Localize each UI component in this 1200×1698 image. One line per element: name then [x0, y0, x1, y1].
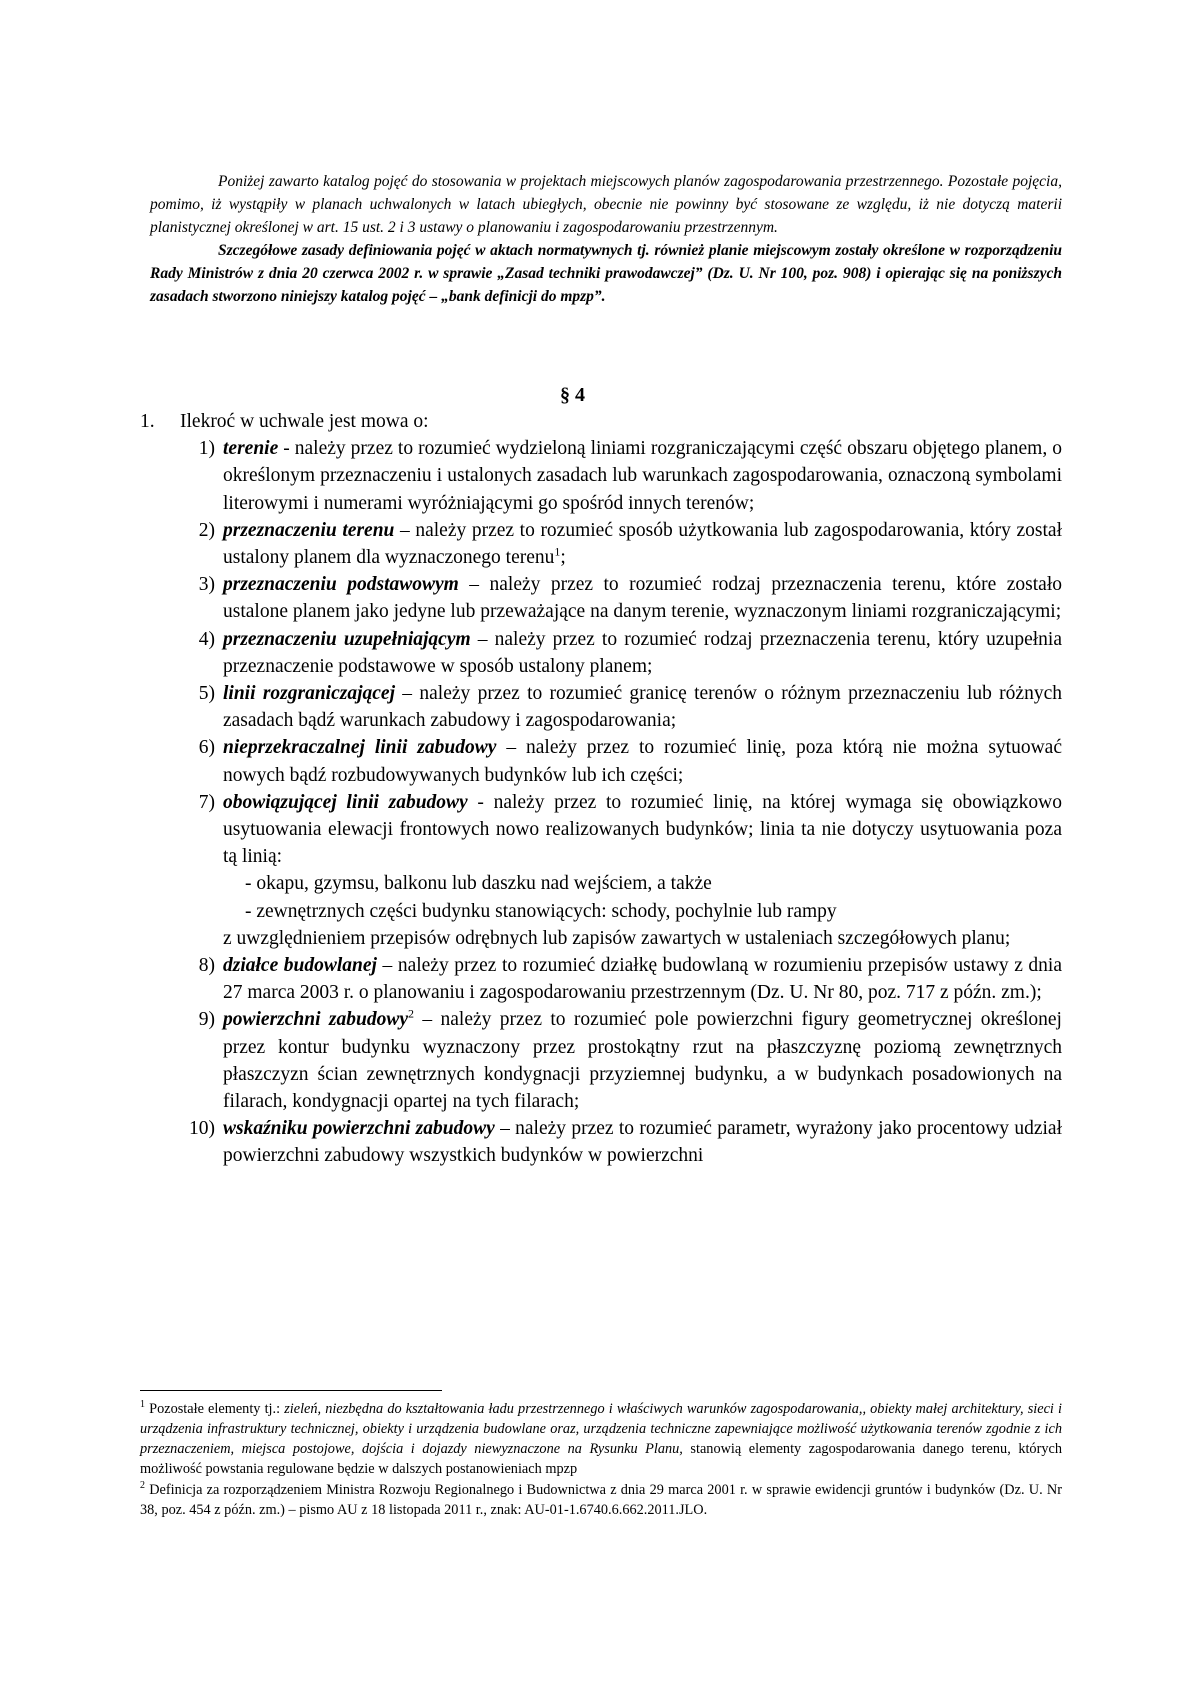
- definition-text: [223, 1115, 1062, 1169]
- footnote-reference: 1: [554, 544, 561, 559]
- definition-number: 1): [198, 438, 215, 460]
- definition-number: 6): [198, 737, 215, 759]
- definition-subitem: - zewnętrznych części budynku stanowiących: schody, pochylnie lub rampy: [245, 900, 837, 922]
- definition-item: [180, 517, 1062, 571]
- definition-body-text: – należy przez to rozumieć sposób użytkowania lub zagospodarowania, który został ustalony planem dla wyznaczonego terenu: [223, 519, 1062, 569]
- definition-item: [180, 952, 1062, 1006]
- definition-body-text: – należy przez to rozumieć rodzaj przeznaczenia terenu, które zostało ustalone planem jako jedyne lub przeważające na danym terenie, wyznaczonym liniami rozgraniczającymi;: [223, 574, 1062, 623]
- definition-body-text: - należy przez to rozumieć linię, na której wymaga się obowiązkowo usytuowania elewacji frontowych nowo realizowanych budynków; linia ta nie dotyczy usytuowania poza tą linią:: [223, 791, 1062, 868]
- intro-paragraph-2: Szczegółowe zasady definiowania pojęć w aktach normatywnych tj. również planie miejscowym zostały określone w rozporządzeniu Rady Ministrów z dnia 20 czerwca 2002 r. w sprawie „Zasad techniki prawodawczej” (Dz. U. Nr 100, poz. 908) i opierając się na poniższych zasadach stworzono niniejszy katalog pojęć – „bank definicji do mpzp”.: [150, 242, 1062, 305]
- definition-item: [180, 435, 1062, 517]
- footnote-mark: 1: [140, 1399, 145, 1411]
- definition-term: nieprzekraczalnej linii zabudowy: [223, 737, 497, 759]
- definition-text: [223, 626, 1062, 680]
- definition-text: [223, 789, 1062, 952]
- main-item-number: 1.: [140, 411, 155, 432]
- definition-body-text: - należy przez to rozumieć wydzieloną liniami rozgraniczającymi część obszaru objętego planem, o określonym przeznaczeniu i ustalonych zasadach lub warunkach zagospodarowania, oznaczoną symbolami literowymi i numerami wyróżniającymi go spośród innych terenów;: [223, 438, 1062, 514]
- definition-number: 10): [189, 1118, 215, 1140]
- definition-text: [223, 1006, 1062, 1115]
- footnote-reference: 2: [408, 1006, 414, 1021]
- definition-term: przeznaczeniu terenu: [223, 519, 395, 541]
- definition-term: terenie: [223, 438, 279, 460]
- definition-text: [223, 680, 1062, 734]
- definition-term: linii rozgraniczającej: [223, 683, 395, 705]
- definition-item: [180, 626, 1062, 680]
- main-item: [140, 408, 1062, 435]
- definition-text: [223, 435, 1062, 517]
- definition-number: 9): [198, 1009, 215, 1031]
- definition-continuation: z uwzględnieniem przepisów odrębnych lub zapisów zawartych w ustaleniach szczegółowych planu;: [223, 927, 1011, 949]
- footnote-lead: Definicja za rozporządzeniem Ministra Rozwoju Regionalnego i Budownictwa z dnia 29 marca 2001 r. w sprawie ewidencji gruntów i budynków (Dz. U. Nr 38, poz. 454 z późn. zm.) – pismo AU z 18 listopada 2011 r., znak: AU-01-1.6740.6.662.2011.JLO.: [140, 1482, 1062, 1518]
- intro-paragraph-1: Poniżej zawarto katalog pojęć do stosowania w projektach miejscowych planów zagospodarowania przestrzennego. Pozostałe pojęcia, pomimo, iż wystąpiły w planach uchwalonych w latach ubiegłych, obecnie nie powinny być stosowane ze względu, iż nie dotyczą materii planistycznej określonej w art. 15 ust. 2 i 3 ustawy o planowaniu i zagospodarowaniu przestrzennym.: [150, 173, 1062, 236]
- definition-item: [180, 680, 1062, 734]
- definition-text: [223, 734, 1062, 788]
- definition-item: [180, 789, 1062, 952]
- footnote-tail: stanowią elementy zagospodarowania danego terenu, których możliwość powstania regulowane będzie w dalszych postanowieniach mpzp: [140, 1441, 1062, 1477]
- definition-body-text: – należy przez to rozumieć linię, poza którą nie można sytuować nowych bądź rozbudowywanych budynków lub ich części;: [223, 737, 1062, 786]
- footnotes: [140, 1399, 1062, 1521]
- definition-text: [223, 517, 1062, 571]
- footnote: [140, 1480, 1062, 1520]
- definition-term: przeznaczeniu podstawowym: [223, 574, 459, 596]
- definition-body-text: – należy przez to rozumieć rodzaj przeznaczenia terenu, który uzupełnia przeznaczenie podstawowe w sposób ustalony planem;: [223, 628, 1062, 677]
- definition-number: 2): [198, 519, 215, 541]
- definition-term: wskaźniku powierzchni zabudowy: [223, 1118, 495, 1140]
- definition-term: obowiązującej linii zabudowy: [223, 791, 468, 813]
- definition-number: 4): [198, 628, 215, 650]
- definition-text: [223, 571, 1062, 625]
- definition-body-text: – należy przez to rozumieć pole powierzchni figury geometrycznej określonej przez kontur budynku wyznaczony przez prostokątny rzut na płaszczyznę poziomą zewnętrznych płaszczyzn ścian zewnętrznych kondygnacji przyziemnej budynku, a w budynkach posadowionych na filarach, kondygnacji opartej na tych filarach;: [223, 1009, 1062, 1113]
- definition-item: [180, 571, 1062, 625]
- definition-text: [223, 952, 1062, 1006]
- footnote: [140, 1399, 1062, 1479]
- definition-number: 5): [198, 683, 215, 705]
- main-item-text: Ilekroć w uchwale jest mowa o:: [180, 411, 429, 432]
- footnote-separator: [140, 1390, 442, 1391]
- definitions-body: [140, 408, 1062, 1170]
- intro-block: [150, 170, 1062, 308]
- definition-tail: ;: [560, 547, 566, 569]
- definition-number: 7): [198, 791, 215, 813]
- definition-list: [180, 435, 1062, 1169]
- definition-number: 3): [198, 574, 215, 596]
- section-title: § 4: [560, 384, 585, 406]
- footnote-italic: zieleń, niezbędna do kształtowania ładu przestrzennego i właściwych warunków zagospodarowania,, obiekty małej architektury, sieci i urządzenia infrastruktury technicznej, obiekty i urządzenia budowlane oraz, urządzenia techniczne zapewniające możliwość użytkowania terenów zgodnie z ich przeznaczeniem, miejsca postojowe, dojścia i dojazdy niewyznaczone na Rysunku Planu,: [140, 1401, 1062, 1457]
- definition-item: [180, 1006, 1062, 1115]
- definition-term: działce budowlanej: [223, 955, 377, 977]
- definition-number: 8): [198, 955, 215, 977]
- definition-term: przeznaczeniu uzupełniającym: [223, 628, 471, 650]
- definition-item: [180, 734, 1062, 788]
- definition-subitem: - okapu, gzymsu, balkonu lub daszku nad wejściem, a także: [245, 873, 712, 895]
- footnote-lead: Pozostałe elementy tj.:: [145, 1401, 285, 1417]
- definition-item: [180, 1115, 1062, 1169]
- footnote-mark: 2: [140, 1480, 145, 1492]
- definition-body-text: – należy przez to rozumieć działkę budowlaną w rozumieniu przepisów ustawy z dnia 27 marca 2003 r. o planowaniu i zagospodarowaniu przestrzennym (Dz. U. Nr 80, poz. 717 z późn. zm.);: [223, 955, 1062, 1004]
- definition-body-text: – należy przez to rozumieć granicę terenów o różnym przeznaczeniu lub różnych zasadach bądź warunkach zabudowy i zagospodarowania;: [223, 683, 1062, 732]
- definition-body-text: – należy przez to rozumieć parametr, wyrażony jako procentowy udział powierzchni zabudowy wszystkich budynków w powierzchni: [223, 1118, 1062, 1167]
- definition-term: powierzchni zabudowy: [223, 1009, 408, 1031]
